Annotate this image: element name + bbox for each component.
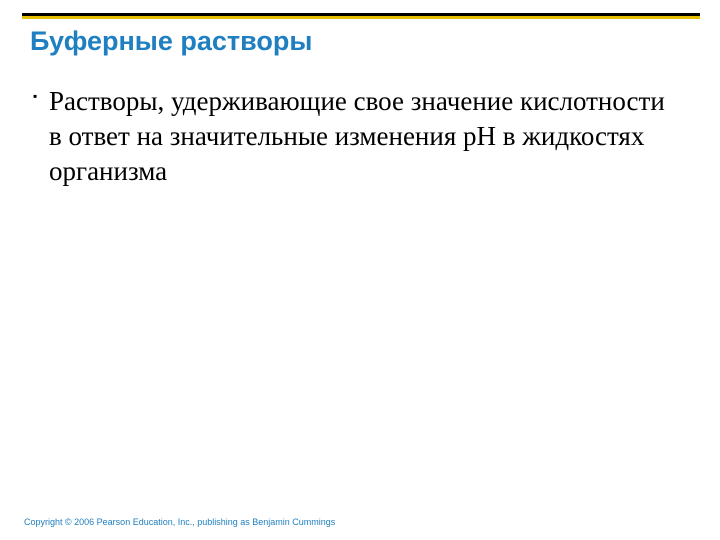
bullet-square-icon: ▪ bbox=[33, 89, 38, 103]
bullet-list bbox=[30, 84, 670, 189]
copyright-footer: Copyright © 2006 Pearson Education, Inc., publishing as Benjamin Cummings bbox=[24, 517, 336, 527]
bullet-text: Растворы, удерживающие свое значение кислотности в ответ на значительные изменения pH в жидкостях организма bbox=[49, 86, 665, 186]
bullet-item bbox=[30, 84, 670, 189]
top-rule-gold bbox=[22, 16, 700, 19]
slide-title: Буферные растворы bbox=[30, 26, 313, 56]
